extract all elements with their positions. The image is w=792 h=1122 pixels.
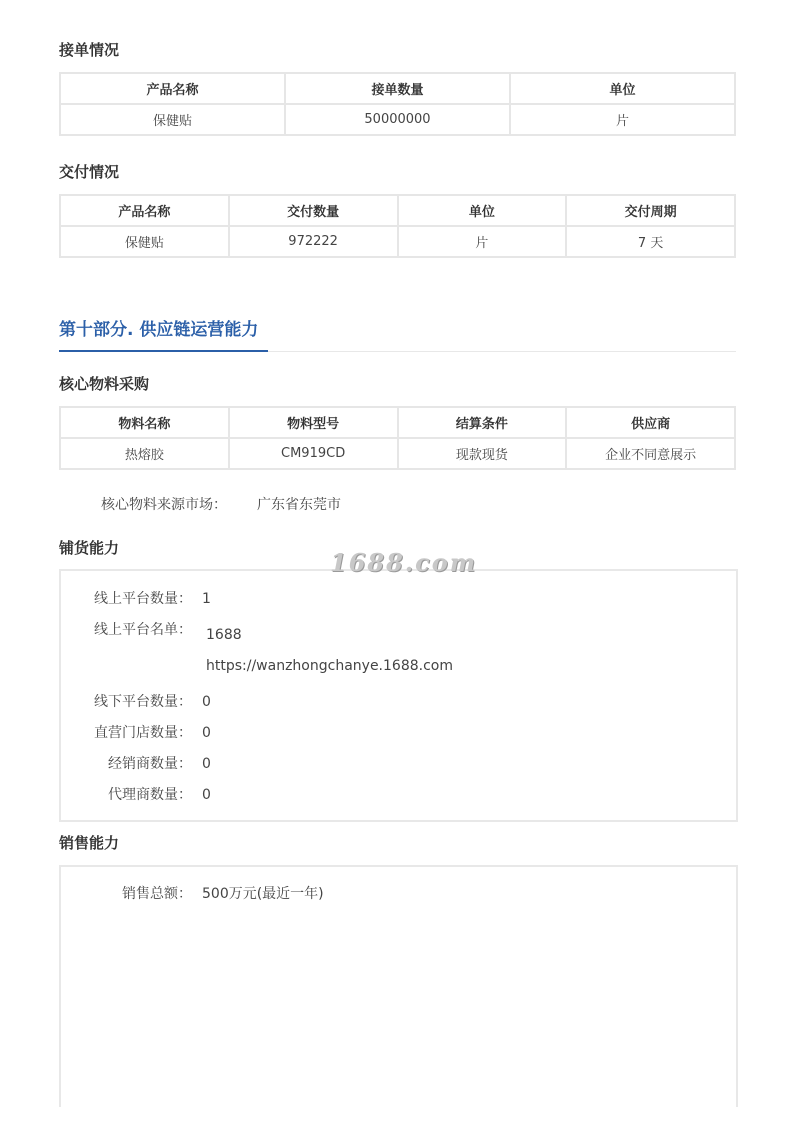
- agent-row: [61, 785, 661, 805]
- agent-value: 0: [202, 787, 211, 803]
- material-source-value: 广东省东莞市: [257, 497, 341, 513]
- table-header-cell: 产品名称: [60, 73, 285, 104]
- materials-section-title: 核心物料采购: [59, 375, 150, 393]
- table-header-cell: 交付周期: [566, 195, 735, 226]
- table-cell: 972222: [229, 226, 398, 257]
- dealer-value: 0: [202, 756, 211, 772]
- table-header-cell: 交付数量: [229, 195, 398, 226]
- table-header-cell: 供应商: [566, 407, 735, 438]
- online-count-label: 线上平台数量：: [94, 591, 192, 607]
- table-header-cell: 物料名称: [60, 407, 229, 438]
- table-cell: 现款现货: [398, 438, 567, 469]
- table-cell: 热熔胶: [60, 438, 229, 469]
- table-row: [60, 104, 735, 135]
- table-header-row: [60, 407, 735, 438]
- sales-box: [59, 865, 738, 1107]
- offline-count-row: [61, 692, 661, 712]
- direct-store-row: [61, 723, 661, 743]
- online-platform-link[interactable]: https://wanzhongchanye.1688.com: [206, 658, 453, 674]
- table-cell: CM919CD: [229, 438, 398, 469]
- table-row: [60, 438, 735, 469]
- table-cell: 企业不同意展示: [566, 438, 735, 469]
- sales-total-row: [61, 884, 661, 904]
- table-header-cell: 接单数量: [285, 73, 510, 104]
- direct-store-label: 直营门店数量：: [94, 725, 192, 741]
- online-list-label: 线上平台名单：: [94, 622, 192, 638]
- watermark-logo: 1688.com: [330, 548, 478, 577]
- part-ten-title: 第十部分. 供应链运营能力: [59, 320, 259, 340]
- table-cell: 片: [510, 104, 735, 135]
- table-header-row: [60, 195, 735, 226]
- table-header-cell: 物料型号: [229, 407, 398, 438]
- table-cell: 50000000: [285, 104, 510, 135]
- distribution-box: [59, 569, 738, 822]
- online-platform-item: 1688: [206, 627, 242, 643]
- dealer-label: 经销商数量：: [108, 756, 192, 772]
- delivery-section-title: 交付情况: [59, 163, 120, 181]
- table-header-cell: 单位: [510, 73, 735, 104]
- agent-label: 代理商数量：: [108, 787, 192, 803]
- order-section-title: 接单情况: [59, 41, 120, 59]
- sales-total-label: 销售总额：: [122, 886, 192, 902]
- order-table: [59, 72, 736, 136]
- table-header-cell: 结算条件: [398, 407, 567, 438]
- materials-table: [59, 406, 736, 470]
- table-cell: 片: [398, 226, 567, 257]
- sales-total-value: 500万元(最近一年): [202, 886, 324, 902]
- online-list-row: [61, 620, 661, 640]
- dealer-row: [61, 754, 661, 774]
- table-header-cell: 单位: [398, 195, 567, 226]
- table-cell: 保健贴: [60, 226, 229, 257]
- table-cell: 7 天: [566, 226, 735, 257]
- direct-store-value: 0: [202, 725, 211, 741]
- offline-count-value: 0: [202, 694, 211, 710]
- online-count-row: [61, 589, 661, 609]
- table-cell: 保健贴: [60, 104, 285, 135]
- table-header-cell: 产品名称: [60, 195, 229, 226]
- online-count-value: 1: [202, 591, 211, 607]
- delivery-table: [59, 194, 736, 258]
- offline-count-label: 线下平台数量：: [94, 694, 192, 710]
- sales-section-title: 销售能力: [59, 834, 120, 852]
- distribution-section-title: 铺货能力: [59, 539, 120, 557]
- table-header-row: [60, 73, 735, 104]
- material-source-label: 核心物料来源市场：: [101, 497, 227, 513]
- table-row: [60, 226, 735, 257]
- section-title-underline: [59, 350, 268, 352]
